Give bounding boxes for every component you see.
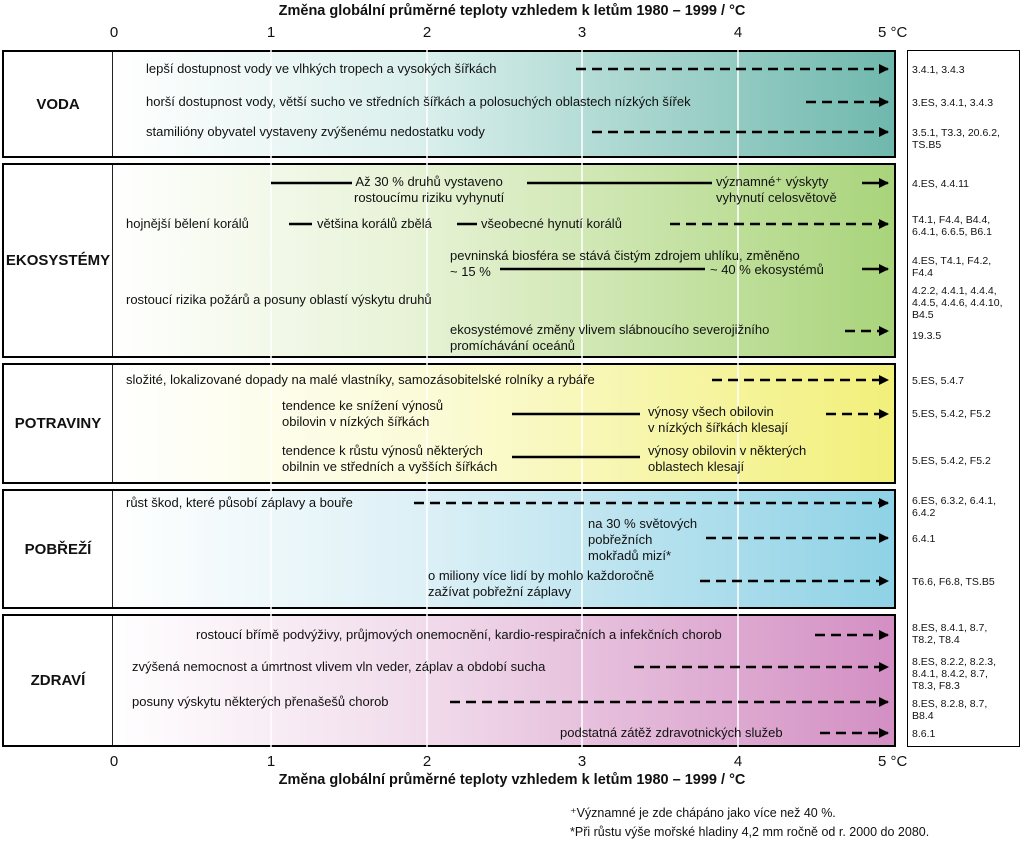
reference-text: 8.ES, 8.2.8, 8.7, B8.4: [912, 698, 988, 722]
impact-text: podstatná zátěž zdravotnických služeb: [560, 725, 783, 740]
reference-text: 3.ES, 3.4.1, 3.4.3: [912, 97, 994, 109]
reference-column: [907, 50, 1020, 747]
tick-top-3: 3: [577, 24, 587, 41]
impact-text: rostoucí rizika požárů a posuny oblastí výskytu druhů: [126, 292, 432, 307]
tick-bottom-0: 0: [109, 753, 119, 770]
reference-text: 3.4.1, 3.4.3: [912, 64, 965, 76]
impact-text: ekosystémové změny vlivem slábnoucího severojižního promíchávání oceánů: [450, 322, 770, 353]
reference-text: 6.ES, 6.3.2, 6.4.1, 6.4.2: [912, 495, 997, 519]
impact-text: většina korálů zbělá: [317, 216, 432, 231]
reference-text: T4.1, F4.4, B4.4, 6.4.1, 6.6.5, B6.1: [912, 214, 992, 238]
tick-bottom-1: 1: [266, 753, 276, 770]
impact-text: stamilióny obyvatel vystaveny zvýšenému nedostatku vody: [146, 124, 485, 139]
impact-text: významné⁺ výskyty vyhynutí celosvětově: [716, 174, 837, 205]
impact-text: výnosy obilovin v některých oblastech klesají: [648, 443, 807, 474]
sector-label-voda: VODA: [4, 52, 113, 156]
reference-text: 4.2.2, 4.4.1, 4.4.4, 4.4.5, 4.4.6, 4.4.10, B4.5: [912, 285, 1003, 321]
sector-label-zdravi: ZDRAVÍ: [4, 616, 113, 745]
reference-text: 19.3.5: [912, 330, 942, 342]
tick-bottom-5: 5 °C: [878, 753, 908, 770]
impact-text: Až 30 % druhů vystaveno rostoucímu riziku vyhynutí: [354, 174, 505, 205]
reference-text: 8.6.1: [912, 728, 936, 740]
sector-label-pobrezi: POBŘEŽÍ: [4, 491, 113, 607]
impact-text: horší dostupnost vody, větší sucho ve středních šířkách a polosuchých oblastech nízkých šířek: [146, 94, 691, 109]
impact-text: tendence k růstu výnosů některých obilnin ve středních a vyšších šířkách: [282, 443, 498, 474]
impact-text: ~ 40 % ekosystémů: [710, 262, 824, 277]
reference-text: 5.ES, 5.4.7: [912, 375, 964, 387]
reference-text: 4.ES, 4.4.11: [912, 178, 970, 190]
reference-text: 5.ES, 5.4.2, F5.2: [912, 455, 991, 467]
impact-text: lepší dostupnost vody ve vlhkých tropech a vysokých šířkách: [146, 61, 497, 76]
tick-top-1: 1: [266, 24, 276, 41]
impact-text: hojnější bělení korálů: [126, 216, 249, 231]
axis-title-top: Změna globální průměrné teploty vzhledem k letům 1980 – 1999 / °C: [278, 3, 746, 19]
tick-top-4: 4: [733, 24, 743, 41]
tick-bottom-3: 3: [577, 753, 587, 770]
impact-text: tendence ke snížení výnosů obilovin v nízkých šířkách: [282, 398, 444, 429]
impact-text: o miliony více lidí by mohlo každoročně zažívat pobřežní záplavy: [428, 568, 655, 599]
reference-text: 8.ES, 8.2.2, 8.2.3, 8.4.1, 8.4.2, 8.7, T8.3, F8.3: [912, 656, 997, 692]
impact-text: zvýšená nemocnost a úmrtnost vlivem vln veder, záplav a období sucha: [132, 659, 546, 674]
impact-text: výnosy všech obilovin v nízkých šířkách klesají: [648, 404, 789, 435]
tick-top-0: 0: [109, 24, 119, 41]
impact-text: na 30 % světových pobřežních mokřadů mizí*: [588, 516, 698, 563]
sector-label-ekosystemy: EKOSYSTÉMY: [4, 165, 113, 356]
sector-label-potraviny: POTRAVINY: [4, 365, 113, 482]
reference-text: T6.6, F6.8, TS.B5: [912, 576, 995, 588]
reference-text: 8.ES, 8.4.1, 8.7, T8.2, T8.4: [912, 622, 988, 646]
impact-text: posuny výskytu některých přenašešů chorob: [132, 694, 389, 709]
tick-bottom-2: 2: [422, 753, 432, 770]
tick-top-5: 5 °C: [878, 24, 908, 41]
footnote: ⁺Významné je zde chápáno jako více než 40 %.: [570, 806, 836, 820]
reference-text: 3.5.1, T3.3, 20.6.2, TS.B5: [912, 127, 1000, 151]
impact-text: všeobecné hynutí korálů: [481, 216, 622, 231]
impact-text: složité, lokalizované dopady na malé vlastníky, samozásobitelské rolníky a rybáře: [126, 372, 595, 387]
footnote: *Při růstu výše mořské hladiny 4,2 mm ročně od r. 2000 do 2080.: [570, 825, 930, 839]
reference-text: 5.ES, 5.4.2, F5.2: [912, 408, 991, 420]
impact-text: pevninská biosféra se stává čistým zdrojem uhlíku, změněno ~ 15 %: [450, 248, 800, 279]
tick-top-2: 2: [422, 24, 432, 41]
reference-text: 4.ES, T4.1, F4.2, F4.4: [912, 255, 992, 279]
impact-text: růst škod, které působí záplavy a bouře: [126, 495, 353, 510]
tick-bottom-4: 4: [733, 753, 743, 770]
impact-text: rostoucí břímě podvýživy, průjmových onemocnění, kardio-respiračních a infekčních chorob: [196, 627, 722, 642]
axis-title-bottom: Změna globální průměrné teploty vzhledem k letům 1980 – 1999 / °C: [278, 772, 746, 788]
reference-text: 6.4.1: [912, 533, 936, 545]
